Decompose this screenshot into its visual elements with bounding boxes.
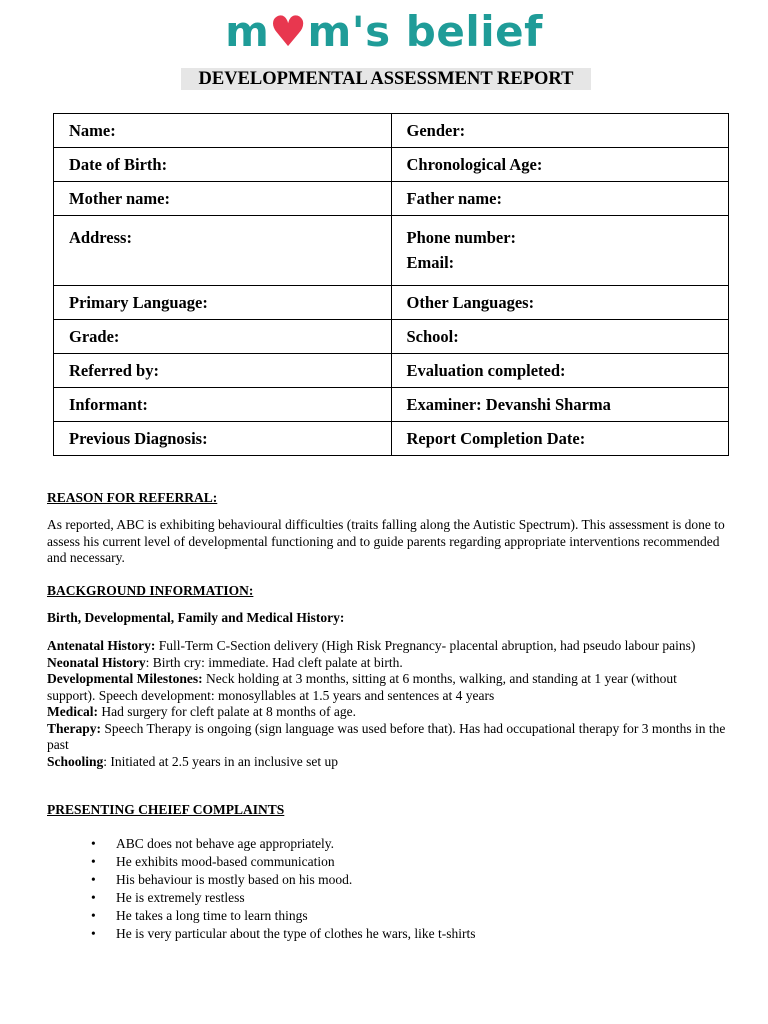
table-row (54, 286, 729, 320)
history-label: Developmental Milestones: (47, 671, 203, 686)
primary-language-cell: Primary Language: (54, 286, 392, 320)
complaint-text: He is extremely restless (116, 890, 245, 905)
contact-cell (391, 216, 729, 286)
history-text: : Birth cry: immediate. Had cleft palate at birth. (145, 654, 403, 670)
evaluation-completed-cell: Evaluation completed: (391, 354, 729, 388)
complaint-text: He is very particular about the type of clothes he wars, like t-shirts (116, 926, 476, 941)
table-row (54, 354, 729, 388)
table-row (54, 388, 729, 422)
referred-by-cell: Referred by: (54, 354, 392, 388)
heart-logo-icon: ♥ (269, 7, 308, 56)
history-item (47, 704, 727, 721)
background-heading: BACKGROUND INFORMATION: (47, 583, 254, 598)
school-cell: School: (391, 320, 729, 354)
dob-cell: Date of Birth: (54, 148, 392, 182)
list-item (91, 889, 476, 907)
logo (0, 6, 768, 58)
list-item (91, 907, 476, 925)
bullet-icon: • (91, 854, 96, 869)
table-row (54, 182, 729, 216)
bullet-icon: • (91, 836, 96, 851)
history-label: Therapy: (47, 720, 101, 736)
logo-text (225, 6, 543, 58)
grade-cell: Grade: (54, 320, 392, 354)
list-item (91, 871, 476, 889)
history-item (47, 655, 727, 672)
table-row (54, 148, 729, 182)
other-languages-cell: Other Languages: (391, 286, 729, 320)
age-cell: Chronological Age: (391, 148, 729, 182)
history-label: Antenatal History: (47, 638, 156, 653)
bullet-icon: • (91, 908, 96, 923)
mother-name-cell: Mother name: (54, 182, 392, 216)
gender-cell: Gender: (391, 114, 729, 148)
list-item (91, 853, 476, 871)
previous-diagnosis-cell: Previous Diagnosis: (54, 422, 392, 456)
history-item (47, 671, 727, 704)
history-text: Full-Term C-Section delivery (High Risk Pregnancy- placental abruption, had pseudo labour pains) (155, 638, 696, 653)
bullet-icon: • (91, 890, 96, 905)
complaints-heading: PRESENTING CHEIEF COMPLAINTS (47, 802, 285, 817)
history-text: Speech Therapy is ongoing (sign language was used before that). Has had occupational therapy for 3 months in the past (47, 720, 726, 752)
history-text: Had surgery for cleft palate at 8 months of age. (97, 704, 357, 719)
history-label: Medical: (47, 704, 98, 719)
complaints-list (47, 835, 476, 943)
bullet-icon: • (91, 872, 96, 887)
bullet-icon: • (91, 926, 96, 941)
table-row (54, 320, 729, 354)
father-name-cell: Father name: (391, 182, 729, 216)
reason-text: As reported, ABC is exhibiting behavioural difficulties (traits falling along the Autistic Spectrum). This assessment is done to assess his current level of developmental functioning and to guide parents regarding appropriate interventions recommended and necessary. (47, 517, 725, 565)
complaint-text: His behaviour is mostly based on his mood. (116, 872, 353, 887)
list-item (91, 835, 476, 853)
informant-cell: Informant: (54, 388, 392, 422)
complaint-text: He takes a long time to learn things (116, 908, 308, 923)
examiner-cell: Examiner: Devanshi Sharma (391, 388, 729, 422)
logo-prefix: m (225, 7, 270, 56)
history-item (47, 754, 727, 771)
table-row (54, 114, 729, 148)
history-item (47, 638, 727, 655)
complaint-text: He exhibits mood-based communication (116, 854, 335, 869)
list-item (91, 925, 476, 943)
email-label: Email: (406, 253, 455, 272)
history-label: Schooling (47, 753, 104, 769)
history-text: : Initiated at 2.5 years in an inclusive set up (103, 753, 338, 769)
address-cell: Address: (54, 216, 392, 286)
history-block (47, 638, 727, 770)
table-row (54, 422, 729, 456)
table-row (54, 216, 729, 286)
name-cell: Name: (54, 114, 392, 148)
history-item (47, 721, 727, 754)
logo-suffix: m's belief (307, 7, 543, 56)
info-table (53, 113, 729, 456)
history-text: Neck holding at 3 months, sitting at 6 months, walking, and standing at 1 year (without support). Speech development: monosyllables at 1.5 years and sentences at 4 years (47, 671, 677, 703)
history-label: Neonatal History (47, 654, 146, 670)
report-title: DEVELOPMENTAL ASSESSMENT REPORT (181, 68, 591, 90)
phone-label: Phone number: (406, 228, 517, 247)
background-subheading: Birth, Developmental, Family and Medical History: (47, 610, 345, 625)
report-date-cell: Report Completion Date: (391, 422, 729, 456)
complaint-text: ABC does not behave age appropriately. (116, 836, 335, 851)
reason-heading: REASON FOR REFERRAL: (47, 490, 218, 505)
